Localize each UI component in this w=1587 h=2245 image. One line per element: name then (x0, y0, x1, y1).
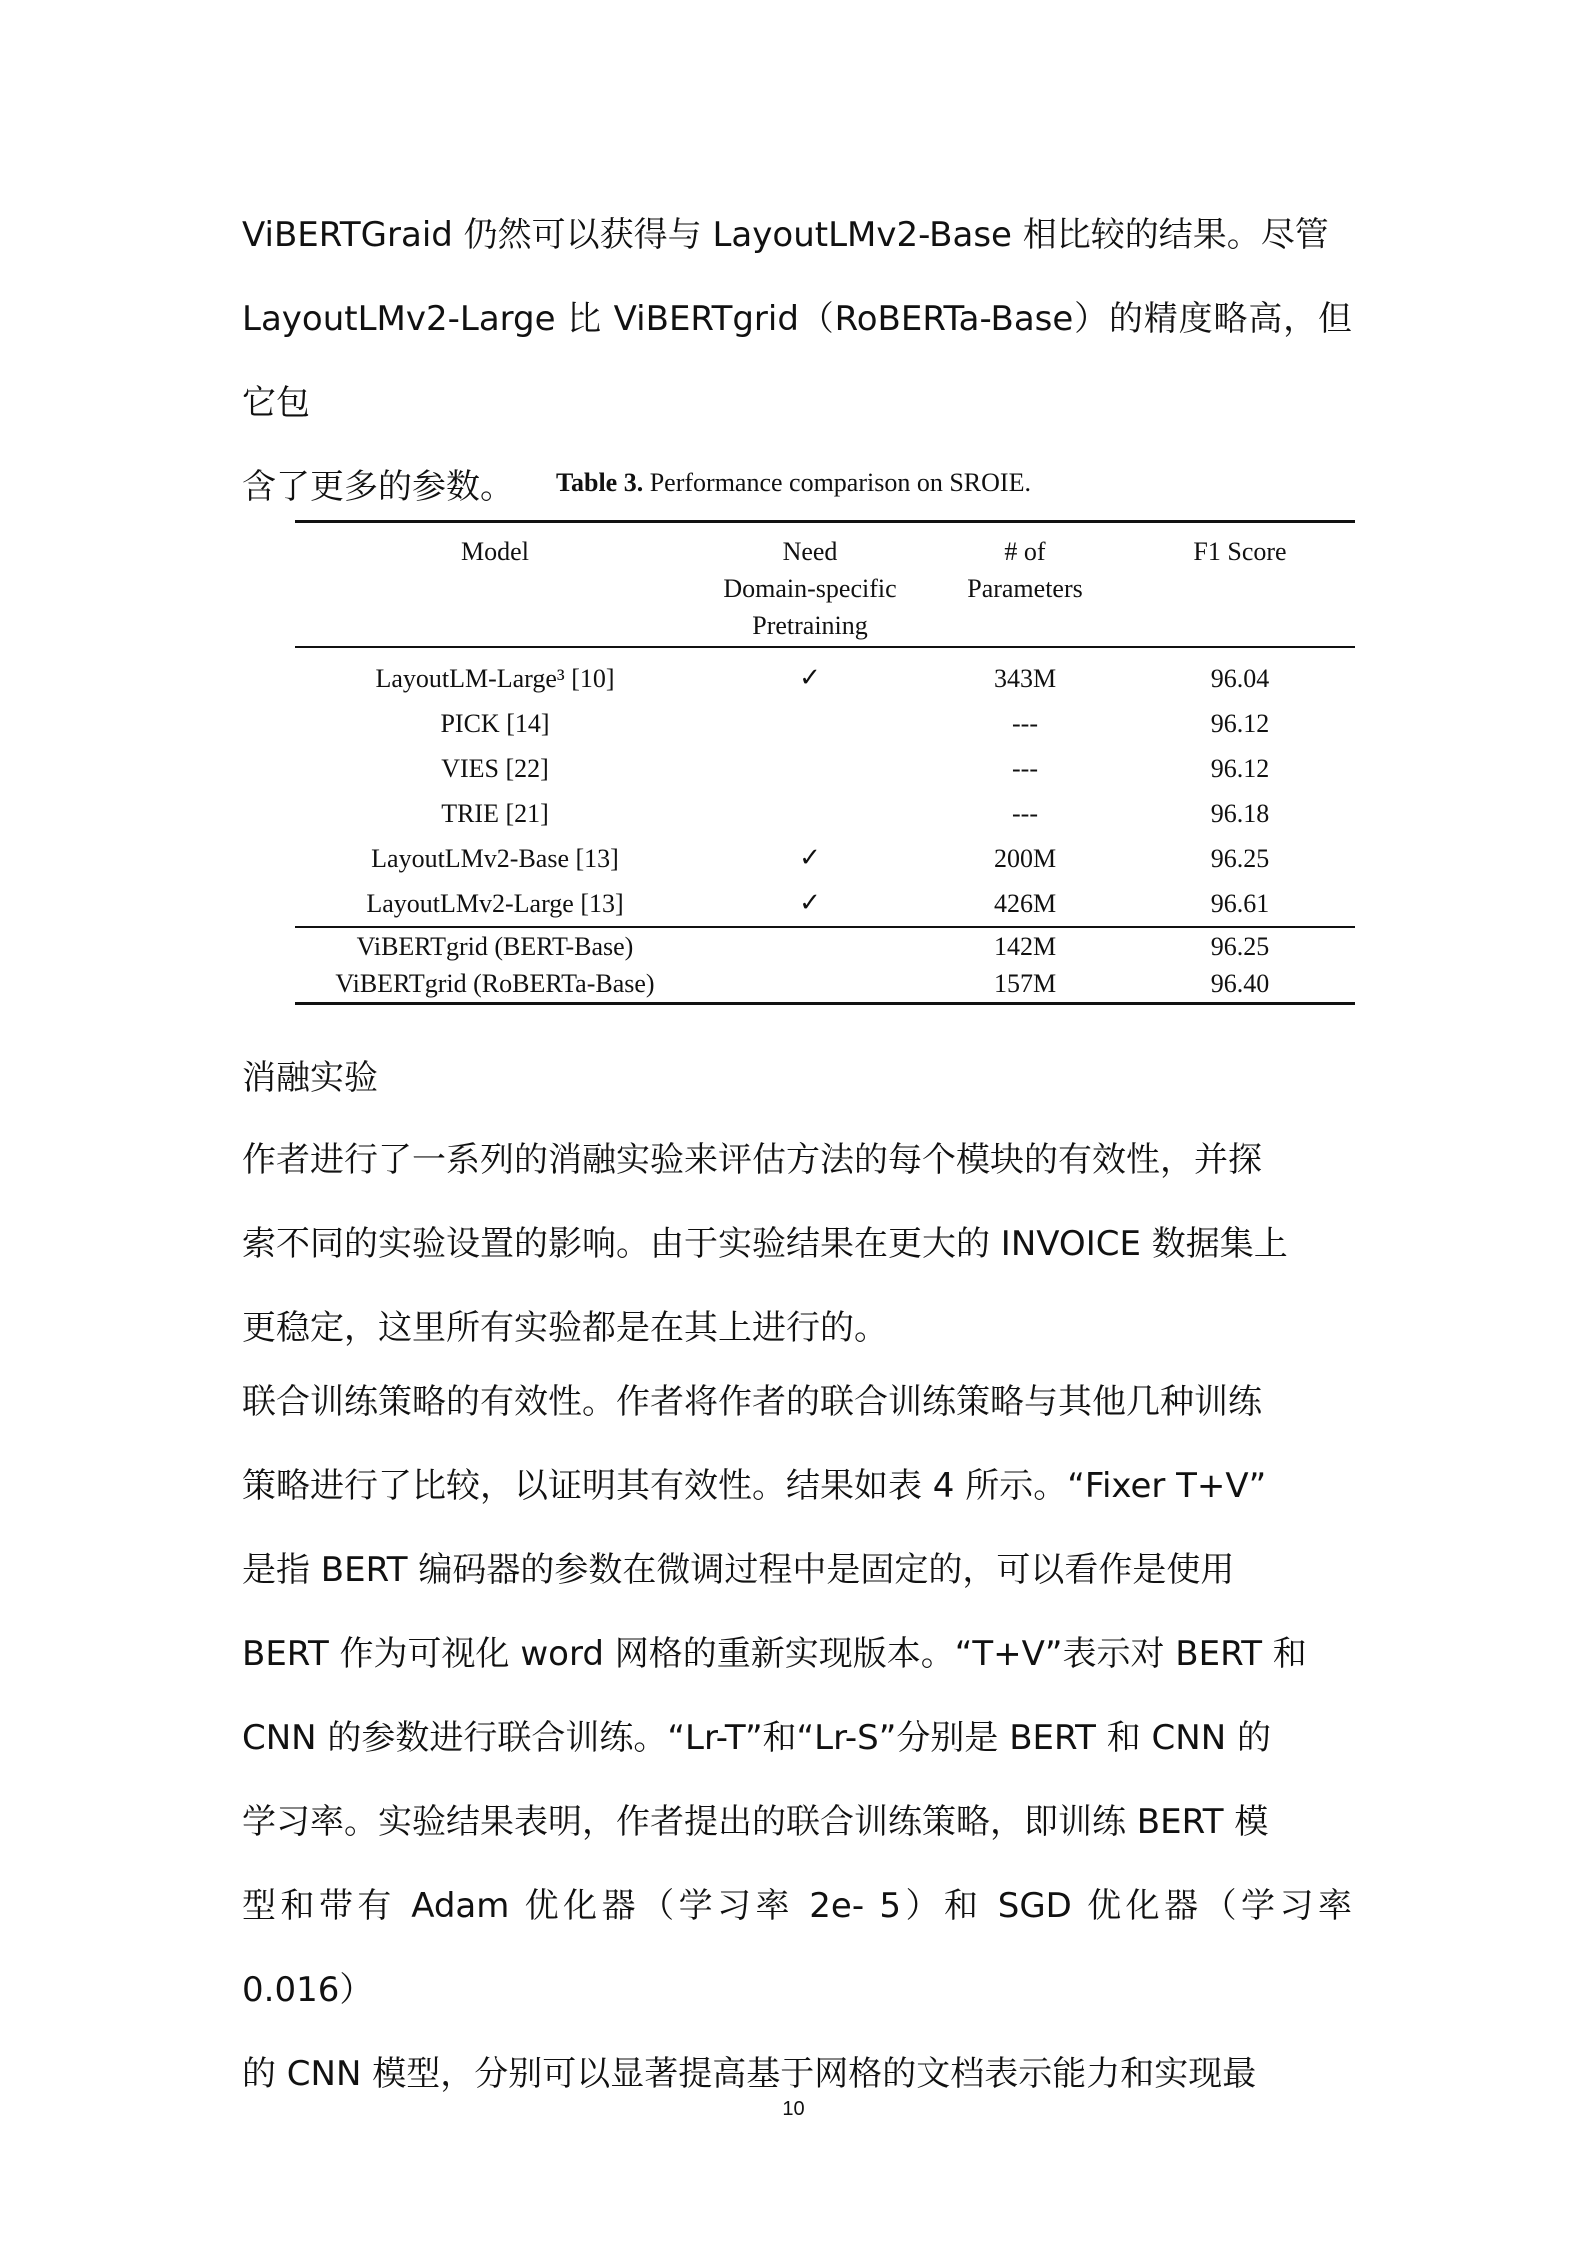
header-line: Domain-specific (723, 574, 897, 603)
cell-model: LayoutLM-Large³ [10] (375, 664, 615, 693)
text-line: 联合训练策略的有效性。作者将作者的联合训练策略与其他几种训练 (242, 1382, 1262, 1422)
text-line: ViBERTGraid 仍然可以获得与 LayoutLMv2-Base 相比较的结果。尽管 (242, 215, 1329, 255)
header-line: Pretraining (752, 611, 868, 640)
cell-f1: 96.25 (1210, 844, 1270, 873)
table-row (295, 836, 1355, 881)
text-line: LayoutLMv2-Large 比 ViBERTgrid（RoBERTa-Base）的精度略高，但它包 (242, 299, 1352, 423)
performance-table (295, 520, 1355, 1005)
joint-training-paragraph (242, 1360, 1352, 2116)
text-line: 是指 BERT 编码器的参数在微调过程中是固定的，可以看作是使用 (242, 1550, 1235, 1590)
cell-f1: 96.40 (1210, 969, 1270, 998)
table-row (295, 746, 1355, 791)
table-caption (0, 468, 1587, 498)
cell-f1: 96.12 (1210, 754, 1270, 783)
check-icon: ✓ (799, 663, 821, 693)
header-parameters (925, 522, 1125, 648)
cell-model: VIES [22] (441, 754, 549, 783)
page-number: 10 (782, 2098, 805, 2120)
cell-model: LayoutLMv2-Base [13] (371, 844, 619, 873)
table-caption-text: Performance comparison on SROIE. (643, 468, 1031, 497)
cell-params: 343M (993, 664, 1057, 693)
table-row (295, 881, 1355, 927)
cell-f1: 96.12 (1210, 709, 1270, 738)
cell-params: 426M (993, 889, 1057, 918)
table-row (295, 647, 1355, 701)
text-line: CNN 的参数进行联合训练。“Lr-T”和“Lr-S”分别是 BERT 和 CNN 的 (242, 1718, 1271, 1758)
text-line: 的 CNN 模型，分别可以显著提高基于网格的文档表示能力和实现最 (242, 2054, 1257, 2094)
table-header-row (295, 522, 1355, 648)
cell-params: 142M (993, 932, 1057, 961)
check-icon: ✓ (799, 843, 821, 873)
cell-need (695, 965, 925, 1004)
cell-f1: 96.18 (1210, 799, 1270, 828)
cell-params: --- (1012, 709, 1038, 738)
text-line: 策略进行了比较，以证明其有效性。结果如表 4 所示。“Fixer T+V” (242, 1466, 1267, 1506)
cell-model: PICK [14] (440, 709, 550, 738)
cell-need (695, 791, 925, 836)
text-line: BERT 作为可视化 word 网格的重新实现版本。“T+V”表示对 BERT 和 (242, 1634, 1307, 1674)
text-line: 学习率。实验结果表明，作者提出的联合训练策略，即训练 BERT 模 (242, 1802, 1269, 1842)
header-line: Parameters (967, 574, 1083, 603)
header-line: # of (1004, 537, 1046, 566)
header-need-pretraining (695, 522, 925, 648)
cell-need (695, 746, 925, 791)
cell-params: --- (1012, 799, 1038, 828)
table-row (295, 927, 1355, 965)
header-line: Need (782, 537, 838, 566)
cell-f1: 96.61 (1210, 889, 1270, 918)
table-row (295, 701, 1355, 746)
check-icon: ✓ (799, 888, 821, 918)
cell-model: TRIE [21] (441, 799, 549, 828)
cell-f1: 96.25 (1210, 932, 1270, 961)
cell-model: ViBERTgrid (RoBERTa-Base) (335, 969, 655, 998)
cell-params: 200M (993, 844, 1057, 873)
header-f1-score: F1 Score (1193, 537, 1287, 566)
text-line: 作者进行了一系列的消融实验来评估方法的每个模块的有效性，并探 (242, 1140, 1262, 1180)
cell-need (695, 701, 925, 746)
table-row (295, 965, 1355, 1004)
header-model: Model (461, 537, 529, 566)
ablation-paragraph (242, 1118, 1352, 1370)
cell-model: ViBERTgrid (BERT-Base) (356, 932, 634, 961)
section-heading: 消融实验 (242, 1058, 378, 1098)
table-row (295, 791, 1355, 836)
cell-model: LayoutLMv2-Large [13] (366, 889, 624, 918)
cell-need (695, 927, 925, 965)
text-line: 索不同的实验设置的影响。由于实验结果在更大的 INVOICE 数据集上 (242, 1224, 1288, 1264)
text-line: 更稳定，这里所有实验都是在其上进行的。 (242, 1308, 888, 1348)
cell-params: 157M (993, 969, 1057, 998)
cell-params: --- (1012, 754, 1038, 783)
text-line: 型和带有 Adam 优化器（学习率 2e- 5）和 SGD 优化器（学习率 0.016） (242, 1886, 1352, 2010)
text-line: 含了更多的参数。 (242, 467, 514, 507)
cell-f1: 96.04 (1210, 664, 1270, 693)
table-caption-label: Table 3. (556, 468, 644, 497)
